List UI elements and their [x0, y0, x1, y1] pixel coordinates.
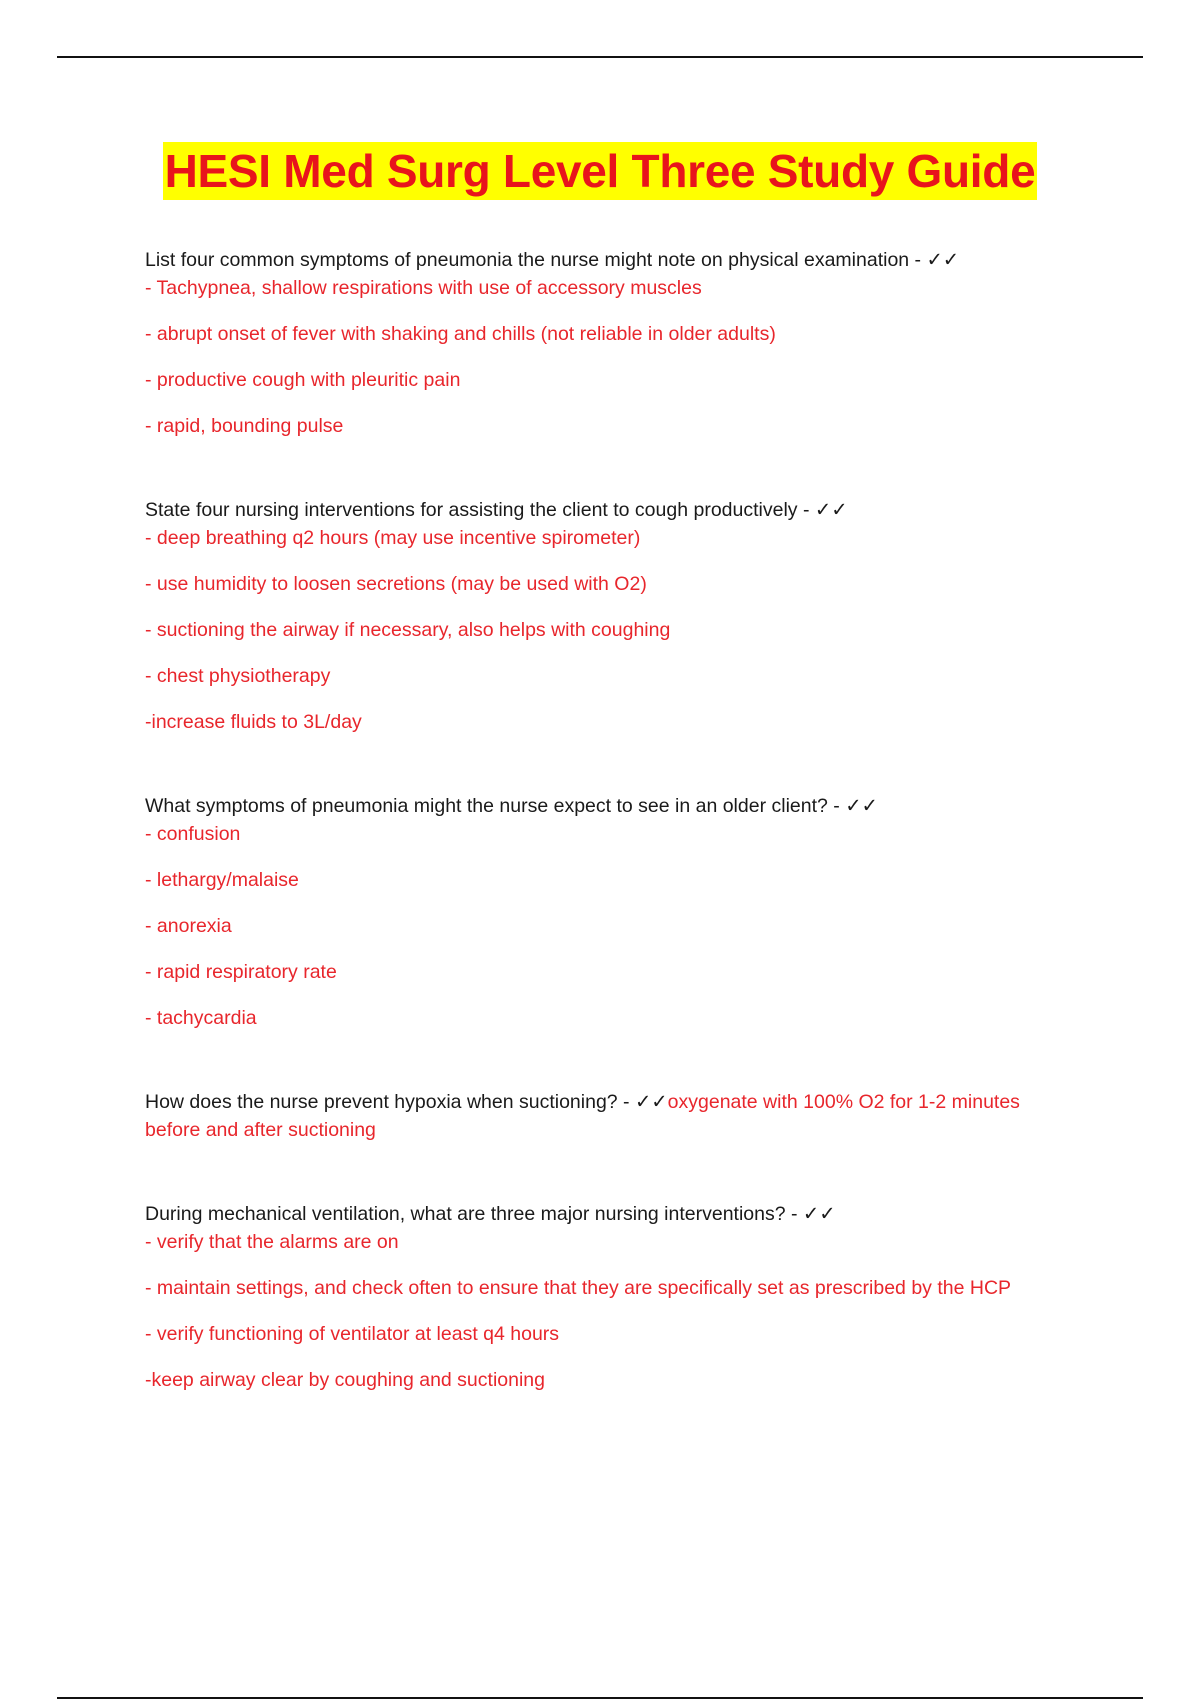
- answer-line: - deep breathing q2 hours (may use incentive spirometer): [145, 527, 641, 549]
- qa-section-1: [145, 246, 1075, 440]
- qa-section-3: [145, 792, 1075, 1032]
- qa-section-2: [145, 496, 1075, 736]
- answer-line: - tachycardia: [145, 1007, 257, 1029]
- answer-line: - maintain settings, and check often to ensure that they are specifically set as prescribed by the HCP: [145, 1277, 1012, 1299]
- check-marks-icon: ✓✓: [814, 499, 848, 521]
- answer-line: - verify that the alarms are on: [145, 1231, 399, 1253]
- answer-line: - productive cough with pleuritic pain: [145, 369, 461, 391]
- question-text: State four nursing interventions for assisting the client to cough productively -: [145, 499, 815, 521]
- bottom-rule: [57, 1697, 1143, 1699]
- check-marks-icon: ✓✓: [926, 249, 960, 271]
- section-gap: [145, 736, 1075, 792]
- question-1: [145, 246, 1075, 274]
- inline-answer: oxygenate with 100% O2 for 1-2 minutes before and after suctioning: [145, 1091, 1020, 1141]
- answer-line: -keep airway clear by coughing and suctioning: [145, 1369, 545, 1391]
- check-marks-icon: ✓✓: [802, 1203, 836, 1225]
- answer-line: -increase fluids to 3L/day: [145, 711, 362, 733]
- top-rule: [57, 56, 1143, 58]
- answer-line: - chest physiotherapy: [145, 665, 331, 687]
- section-gap: [145, 1032, 1075, 1088]
- qa-section-5: [145, 1200, 1075, 1394]
- answer-line: - confusion: [145, 823, 241, 845]
- question-text: List four common symptoms of pneumonia the nurse might note on physical examination -: [145, 249, 927, 271]
- section-gap: [145, 440, 1075, 496]
- study-guide-content: [145, 246, 1075, 1394]
- question-text: During mechanical ventilation, what are three major nursing interventions? -: [145, 1203, 803, 1225]
- answer-line: - use humidity to loosen secretions (may be used with O2): [145, 573, 647, 595]
- answer-line: - rapid, bounding pulse: [145, 415, 344, 437]
- answer-line: - verify functioning of ventilator at least q4 hours: [145, 1323, 560, 1345]
- question-5: [145, 1200, 1075, 1228]
- question-text: How does the nurse prevent hypoxia when suctioning? -: [145, 1091, 635, 1113]
- check-marks-icon: ✓✓: [634, 1091, 668, 1113]
- answer-line: - suctioning the airway if necessary, also helps with coughing: [145, 619, 671, 641]
- question-3: [145, 792, 1075, 820]
- question-4: [145, 1088, 1075, 1144]
- document-title: HESI Med Surg Level Three Study Guide: [163, 142, 1038, 200]
- answer-line: - anorexia: [145, 915, 232, 937]
- question-text: What symptoms of pneumonia might the nurse expect to see in an older client? -: [145, 795, 846, 817]
- check-marks-icon: ✓✓: [845, 795, 878, 817]
- answer-line: - lethargy/malaise: [145, 869, 299, 891]
- section-gap: [145, 1144, 1075, 1200]
- answer-line: - abrupt onset of fever with shaking and chills (not reliable in older adults): [145, 323, 776, 345]
- answer-line: - rapid respiratory rate: [145, 961, 337, 983]
- title-container: [0, 142, 1200, 200]
- answer-line: - Tachypnea, shallow respirations with use of accessory muscles: [145, 277, 702, 299]
- question-2: [145, 496, 1075, 524]
- qa-section-4: [145, 1088, 1075, 1144]
